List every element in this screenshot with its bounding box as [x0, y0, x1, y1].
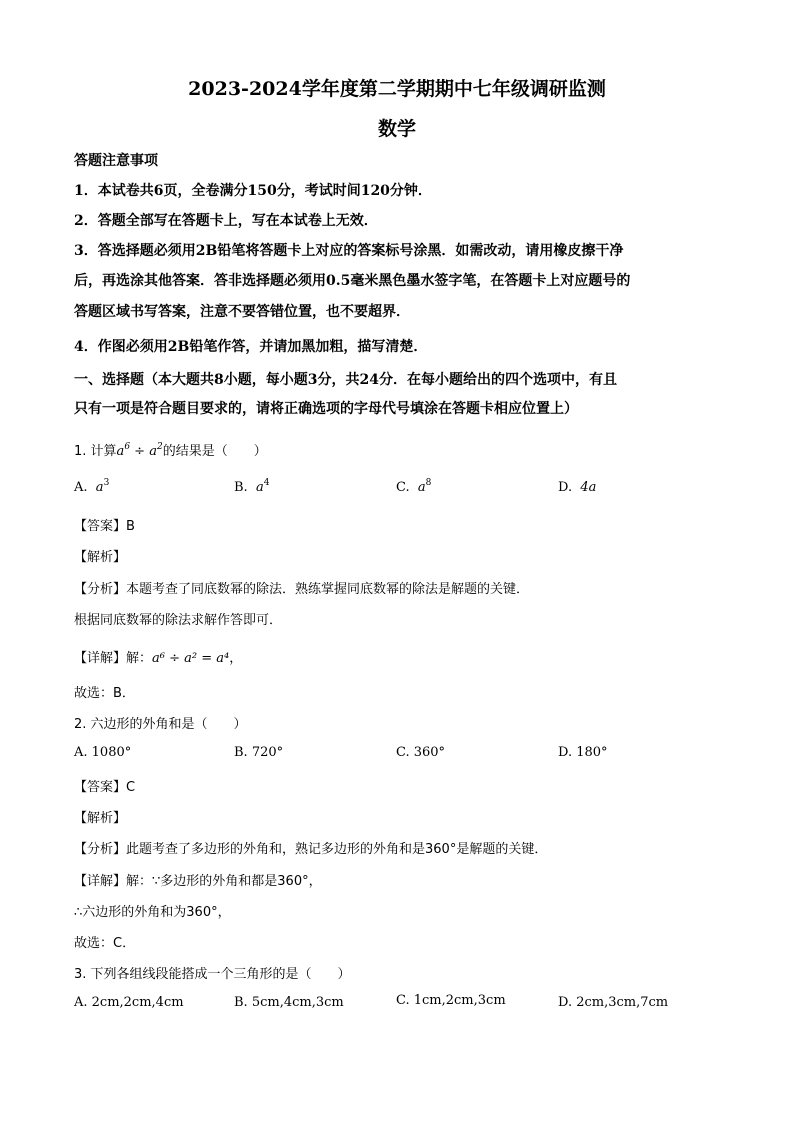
exam-title: 2023-2024学年度第二学期期中七年级调研监测: [188, 78, 606, 100]
question-1-stem-suffix: 的结果是（ ）: [162, 444, 267, 459]
note-1: 1．本试卷共6页，全卷满分150分，考试时间120分钟．: [74, 183, 432, 199]
question-2-therefore: ∴六边形的外角和为360°，: [74, 905, 231, 920]
notes-heading: 答题注意事项: [74, 153, 158, 169]
question-2-analysis-label: 【解析】: [74, 811, 127, 826]
question-3-option-b: B. 5cm,4cm,3cm: [234, 995, 344, 1010]
question-3-option-d: D. 2cm,3cm,7cm: [558, 995, 669, 1010]
note-2: 2．答题全部写在答题卡上，写在本试卷上无效．: [74, 213, 378, 229]
question-1-stem: [74, 440, 267, 459]
question-1-expression: $a^6 \div a^2$: [116, 442, 163, 459]
question-1-analysis: 【分析】本题考查了同底数幂的除法．熟练掌握同底数幂的除法是解题的关键．: [74, 582, 530, 597]
question-2-choice: 故选：C．: [74, 936, 136, 951]
question-1-choice: 故选：B．: [74, 686, 135, 701]
question-1-option-d: D. 4a: [558, 480, 597, 495]
note-3-line-1: 3．答选择题必须用2B铅笔将答题卡上对应的答案标号涂黑．如需改动，请用橡皮擦干净: [74, 243, 624, 259]
question-2-answer: 【答案】C: [74, 780, 136, 795]
note-3-line-3: 答题区域书写答案，注意不要答错位置，也不要超界．: [74, 304, 410, 320]
question-1-option-c: C. $a^8$: [396, 478, 432, 495]
question-2-option-b: B. 720°: [234, 745, 284, 760]
question-1-answer: 【答案】B: [74, 519, 135, 534]
subject-title: 数学: [377, 118, 416, 140]
question-1-option-b: B. $a^4$: [234, 478, 270, 495]
question-2-option-a: A. 1080°: [74, 745, 132, 760]
note-3-line-2: 后，再选涂其他答案．答非选择题必须用0.5毫米黑色墨水签字笔，在答题卡上对应题号的: [74, 273, 631, 289]
question-1-option-a: A. $a^3$: [74, 478, 110, 495]
question-1-method: 根据同底数幂的除法求解作答即可．: [74, 613, 283, 628]
question-2-option-c: C. 360°: [396, 745, 446, 760]
question-2-option-d: D. 180°: [558, 745, 608, 760]
question-1-stem-prefix: 1. 计算: [74, 444, 117, 459]
section-1-heading-line-2: 只有一项是符合题目要求的，请将正确选项的字母代号填涂在答题卡相应位置上）: [74, 401, 578, 417]
question-1-detail: 【详解】解：a⁶ ÷ a² = a⁴，: [74, 651, 243, 666]
question-2-stem: 2. 六边形的外角和是（ ）: [74, 717, 247, 732]
question-2-analysis: 【分析】此题考查了多边形的外角和，熟记多边形的外角和是360°是解题的关键．: [74, 842, 548, 857]
question-3-stem: 3. 下列各组线段能搭成一个三角形的是（ ）: [74, 967, 351, 982]
question-3-option-c: C. 1cm,2cm,3cm: [396, 993, 506, 1008]
note-4: 4．作图必须用2B铅笔作答，并请加黑加粗，描写清楚．: [74, 339, 428, 355]
section-1-heading-line-1: 一、选择题（本大题共8小题，每小题3分，共24分．在每小题给出的四个选项中，有且: [74, 372, 617, 388]
question-3-option-a: A. 2cm,2cm,4cm: [74, 995, 184, 1010]
question-2-detail: 【详解】解：∵多边形的外角和都是360°，: [74, 874, 322, 889]
question-1-analysis-label: 【解析】: [74, 550, 127, 565]
